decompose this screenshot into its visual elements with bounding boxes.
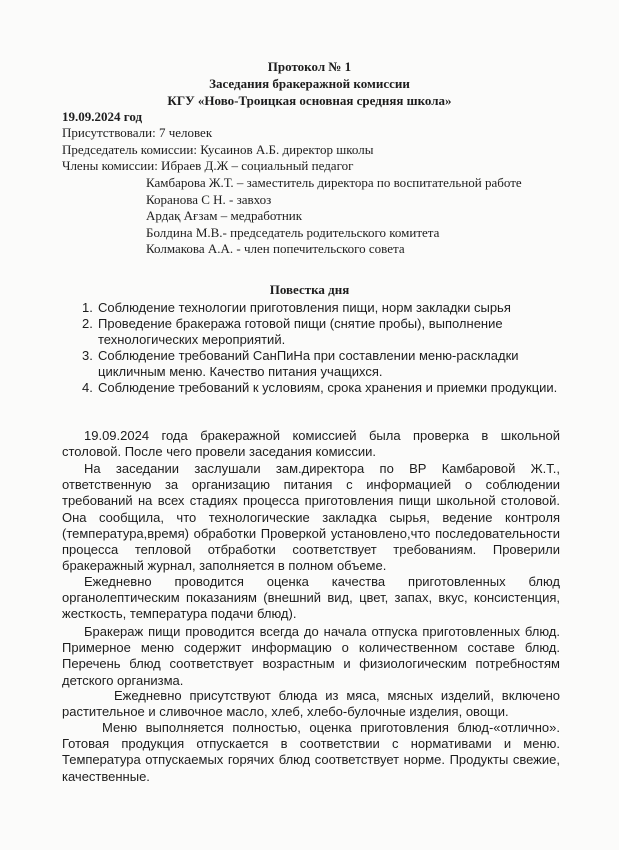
paragraph-text: На заседании заслушали зам.директора по ВР Камбаровой Ж.Т., ответственную за организацию питания с информацией о соблюдении требований на всех стадиях процесса приготовления пищи школьной столовой. Она сообщила, что технологические закладка сырья, ведение контроля (температура,время) обработки Проверкой установлено,что последовательности процесса тепловой отбработки соответствует требованиям. Проверили бракеражный журнал, заполняется в полном объеме. bbox=[62, 461, 560, 574]
agenda-title: Повестка дня bbox=[269, 282, 350, 297]
member-item: Ардақ Ағзам – медработник bbox=[146, 208, 303, 223]
member-item: Колмакова А.А. - член попечительского совета bbox=[146, 241, 405, 256]
paragraph-text: Бракераж пищи проводится всегда до начала отпуска приготовленных блюд. Примерное меню содержит информацию о количественном составе блюд. Перечень блюд соответствует возрастным и физиологическим потребностям детского организма. bbox=[62, 624, 560, 688]
member-item: Болдина М.В.- председатель родительского комитета bbox=[146, 225, 440, 240]
agenda-item-text: Соблюдение технологии приготовления пищи, норм закладки сырья bbox=[98, 300, 511, 315]
agenda-item-number: 1. bbox=[82, 300, 93, 315]
agenda-item-number: 3. bbox=[82, 348, 93, 363]
agenda-item-number: 4. bbox=[82, 380, 93, 395]
paragraph bbox=[62, 428, 560, 460]
meeting-date: 19.09.2024 год bbox=[62, 109, 143, 124]
paragraph bbox=[62, 688, 560, 720]
agenda-item-text: Соблюдение требований СанПиНа при составлении меню-раскладки цикличным меню. Качество питания учащихся. bbox=[98, 348, 519, 379]
attendance: Присутствовали: 7 человек bbox=[62, 125, 213, 140]
paragraph bbox=[62, 574, 560, 623]
chairman: Председатель комиссии: Кусаинов А.Б. директор школы bbox=[62, 142, 374, 157]
paragraph-text: Ежедневно проводится оценка качества приготовленных блюд органолептическим показаниям (внешний вид, цвет, запах, вкус, консистенция, жесткость, температура подачи блюд). bbox=[62, 574, 560, 622]
agenda-item-number: 2. bbox=[82, 316, 93, 331]
members-intro: Члены комиссии: Ибраев Д.Ж – социальный педагог bbox=[62, 158, 354, 173]
paragraph-text: 19.09.2024 года бракеражной комиссией была проверка в школьной столовой. После чего провели заседания комиссии. bbox=[62, 428, 560, 460]
agenda-item-text: Соблюдение требований к условиям, срока хранения и приемки продукции. bbox=[98, 380, 558, 395]
paragraph-text: Ежедневно присутствуют блюда из мяса, мясных изделий, включено растительное и сливочное масло, хлеб, хлебо-булочные изделия, овощи. bbox=[62, 688, 560, 720]
paragraph bbox=[62, 624, 560, 689]
organization-name: КГУ «Ново-Троицкая основная средняя школа» bbox=[167, 93, 452, 108]
document-subtitle: Заседания бракеражной комиссии bbox=[209, 76, 410, 91]
member-item: Камбарова Ж.Т. – заместитель директора по воспитательной работе bbox=[146, 175, 522, 190]
paragraph bbox=[62, 461, 560, 574]
member-item: Коранова С Н. - завхоз bbox=[146, 192, 272, 207]
document-title: Протокол № 1 bbox=[267, 59, 352, 74]
agenda-item-text: Проведение бракеража готовой пищи (снятие пробы), выполнение технологических мероприятий. bbox=[98, 316, 503, 347]
paragraph bbox=[62, 720, 560, 785]
paragraph-text: Меню выполняется полностью, оценка приготовления блюд-«отлично». Готовая продукция отпускается в соответствии с нормативами и меню. Температура отпускаемых горячих блюд соответствует норме. Продукты свежие, качественные. bbox=[62, 720, 560, 784]
